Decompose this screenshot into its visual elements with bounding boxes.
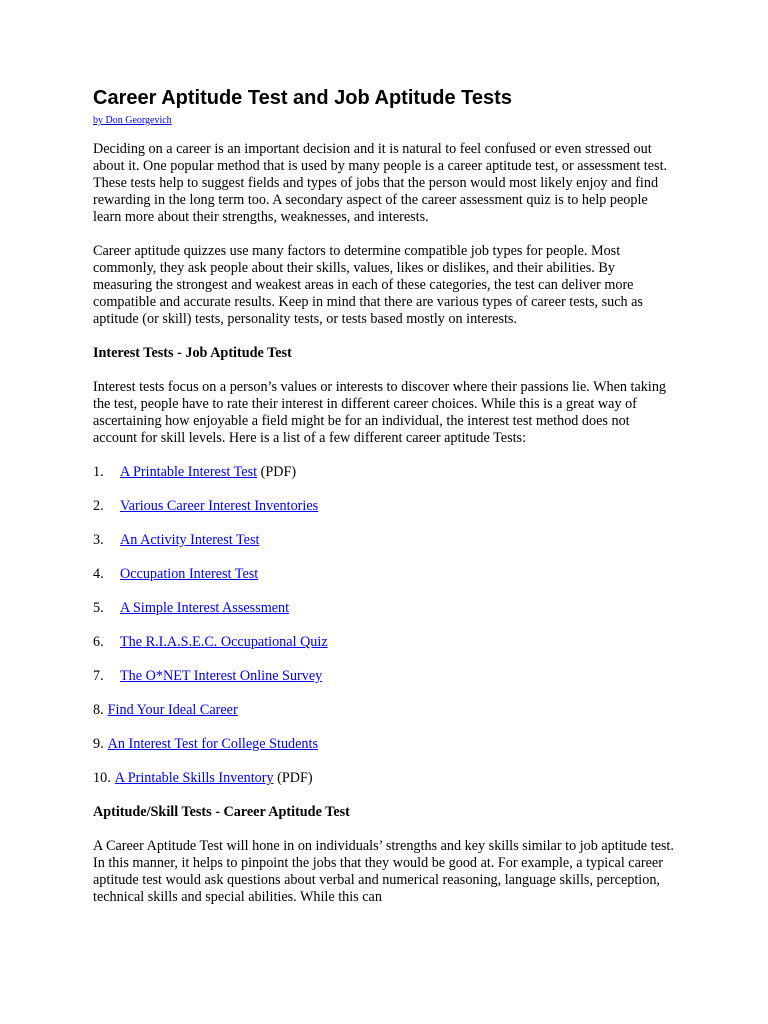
list-item [93,634,676,651]
list-number: 8. [93,702,104,718]
simple-interest-assessment-link[interactable]: A Simple Interest Assessment [120,600,290,616]
occupation-interest-test-link[interactable]: Occupation Interest Test [120,566,259,582]
list-item [93,770,676,787]
list-item [93,702,676,719]
riasec-quiz-link[interactable]: The R.I.A.S.E.C. Occupational Quiz [120,634,328,650]
list-number: 4. [93,566,104,582]
list-number: 5. [93,600,104,616]
list-number: 10. [93,770,111,786]
aptitude-tests-heading: Aptitude/Skill Tests - Career Aptitude Test [93,804,350,820]
list-number: 1. [93,464,104,480]
interest-tests-paragraph: Interest tests focus on a person’s values or interests to discover where their passions lie. When taking the test, people have to rate their interest in different career choices. While this is a great way of ascertaining how enjoyable a field might be for an individual, the interest test method does not account for skill levels. Here is a list of a few different career aptitude Tests: [93,379,667,446]
printable-interest-test-link[interactable]: A Printable Interest Test [120,464,258,480]
college-interest-test-link[interactable]: An Interest Test for College Students [107,736,318,752]
list-number: 2. [93,498,104,514]
list-item [93,532,676,549]
intro-paragraph: Deciding on a career is an important decision and it is natural to feel confused or even stressed out about it. One popular method that is used by many people is a career aptitude test, or assessment test. These tests help to suggest fields and types of jobs that the person would most likely enjoy and find rewarding in the long term too. A secondary aspect of the career assessment quiz is to help people learn more about their strengths, weaknesses, and interests. [93,141,668,225]
author-link[interactable]: by Don Georgevich [93,115,172,126]
list-number: 6. [93,634,104,650]
list-suffix: (PDF) [273,770,313,786]
list-number: 7. [93,668,104,684]
list-item [93,498,676,515]
list-number: 9. [93,736,104,752]
list-item [93,566,676,583]
list-suffix: (PDF) [257,464,297,480]
factors-paragraph: Career aptitude quizzes use many factors to determine compatible job types for people. Most commonly, they ask people about their skills, values, likes or dislikes, and their abilities. By measuring the strongest and weakest areas in each of these categories, the test can deliver more compatible and accurate results. Keep in mind that there are various types of career tests, such as aptitude (or skill) tests, personality tests, or tests based mostly on interests. [93,243,643,327]
list-number: 3. [93,532,104,548]
activity-interest-test-link[interactable]: An Activity Interest Test [120,532,260,548]
interest-tests-heading: Interest Tests - Job Aptitude Test [93,345,292,361]
career-interest-inventories-link[interactable]: Various Career Interest Inventories [120,498,319,514]
aptitude-tests-paragraph: A Career Aptitude Test will hone in on individuals’ strengths and key skills similar to job aptitude test. In this manner, it helps to pinpoint the jobs that they would be good at. For example, a typical career aptitude test would ask questions about verbal and numerical reasoning, language skills, perception, technical skills and special abilities. While this can [93,838,674,905]
interest-tests-list [93,464,676,787]
list-item [93,464,676,481]
article-title: Career Aptitude Test and Job Aptitude Tests [93,87,512,109]
find-ideal-career-link[interactable]: Find Your Ideal Career [107,702,238,718]
onet-interest-survey-link[interactable]: The O*NET Interest Online Survey [120,668,323,684]
list-item [93,668,676,685]
list-item [93,736,676,753]
printable-skills-inventory-link[interactable]: A Printable Skills Inventory [114,770,274,786]
list-item [93,600,676,617]
